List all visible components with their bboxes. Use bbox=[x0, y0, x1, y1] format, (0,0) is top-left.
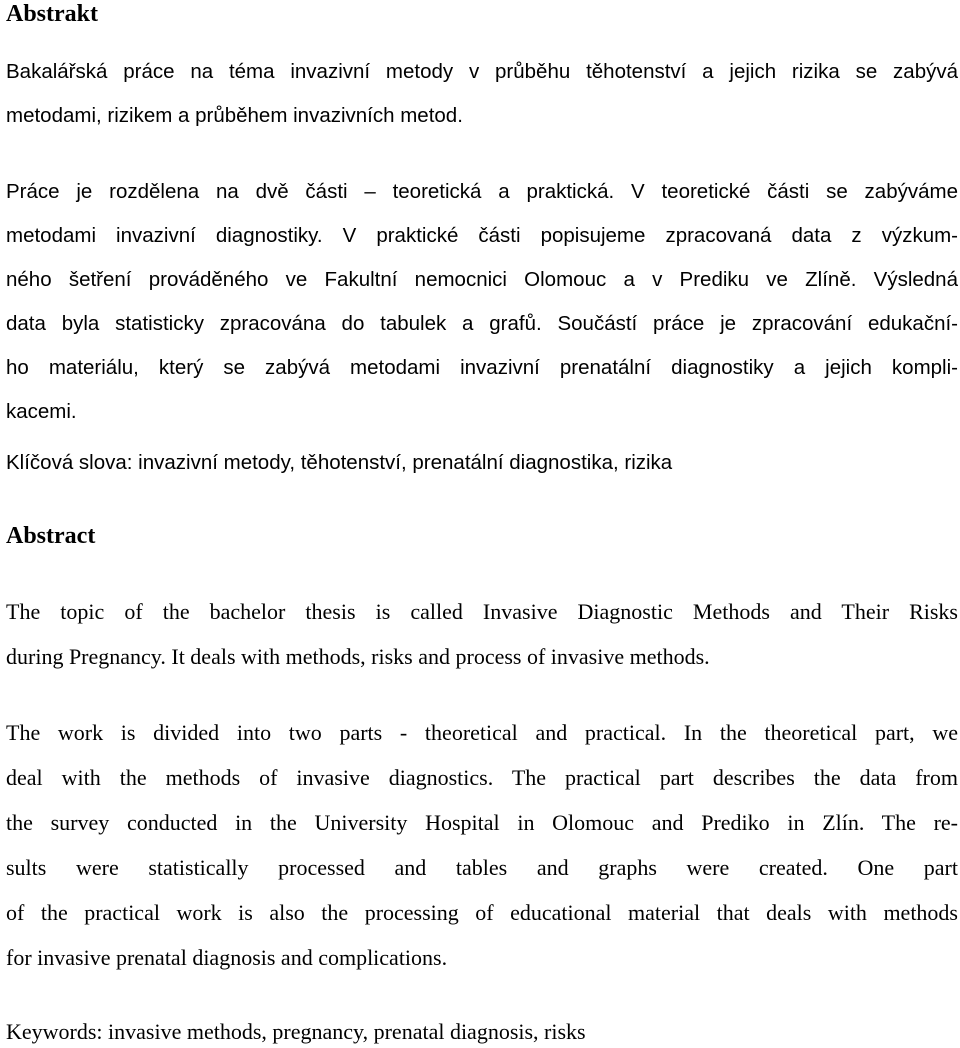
czech-paragraph-2-line: ného šetření prováděného ve Fakultní nemocnici Olomouc a v Prediku ve Zlíně. Výsledná bbox=[6, 268, 958, 291]
czech-paragraph-1-line: metodami, rizikem a průběhem invazivních metod. bbox=[6, 104, 463, 127]
czech-paragraph-2-line: Práce je rozdělena na dvě části – teoretická a praktická. V teoretické části se zabýváme bbox=[6, 180, 958, 203]
czech-paragraph-1-line: Bakalářská práce na téma invazivní metody v průběhu těhotenství a jejich rizika se zabývá bbox=[6, 60, 958, 83]
czech-paragraph-2-line: kacemi. bbox=[6, 400, 77, 423]
czech-keywords: Klíčová slova: invazivní metody, těhotenství, prenatální diagnostika, rizika bbox=[6, 451, 673, 474]
english-paragraph-1-line: The topic of the bachelor thesis is called Invasive Diagnostic Methods and Their Risks bbox=[6, 599, 958, 624]
abstrakt-heading: Abstrakt bbox=[6, 1, 99, 27]
english-paragraph-2-line: for invasive prenatal diagnosis and complications. bbox=[6, 945, 448, 970]
english-paragraph-2-line: the survey conducted in the University Hospital in Olomouc and Prediko in Zlín. The re- bbox=[6, 810, 958, 835]
czech-paragraph-2-line: data byla statisticky zpracována do tabulek a grafů. Součástí práce je zpracování edukační- bbox=[6, 312, 958, 335]
abstract-heading: Abstract bbox=[6, 523, 96, 549]
czech-paragraph-2-line: ho materiálu, který se zabývá metodami invazivní prenatální diagnostiky a jejich kompli- bbox=[6, 356, 958, 379]
english-paragraph-2-line: of the practical work is also the processing of educational material that deals with methods bbox=[6, 900, 958, 925]
english-paragraph-1-line: during Pregnancy. It deals with methods, risks and process of invasive methods. bbox=[6, 644, 710, 669]
english-paragraph-2-line: The work is divided into two parts - theoretical and practical. In the theoretical part, we bbox=[6, 720, 958, 745]
english-paragraph-2-line: deal with the methods of invasive diagnostics. The practical part describes the data from bbox=[6, 765, 958, 790]
english-paragraph-2-line: sults were statistically processed and tables and graphs were created. One part bbox=[6, 855, 958, 880]
czech-paragraph-2-line: metodami invazivní diagnostiky. V praktické části popisujeme zpracovaná data z výzkum- bbox=[6, 224, 958, 247]
english-keywords: Keywords: invasive methods, pregnancy, prenatal diagnosis, risks bbox=[6, 1019, 586, 1044]
